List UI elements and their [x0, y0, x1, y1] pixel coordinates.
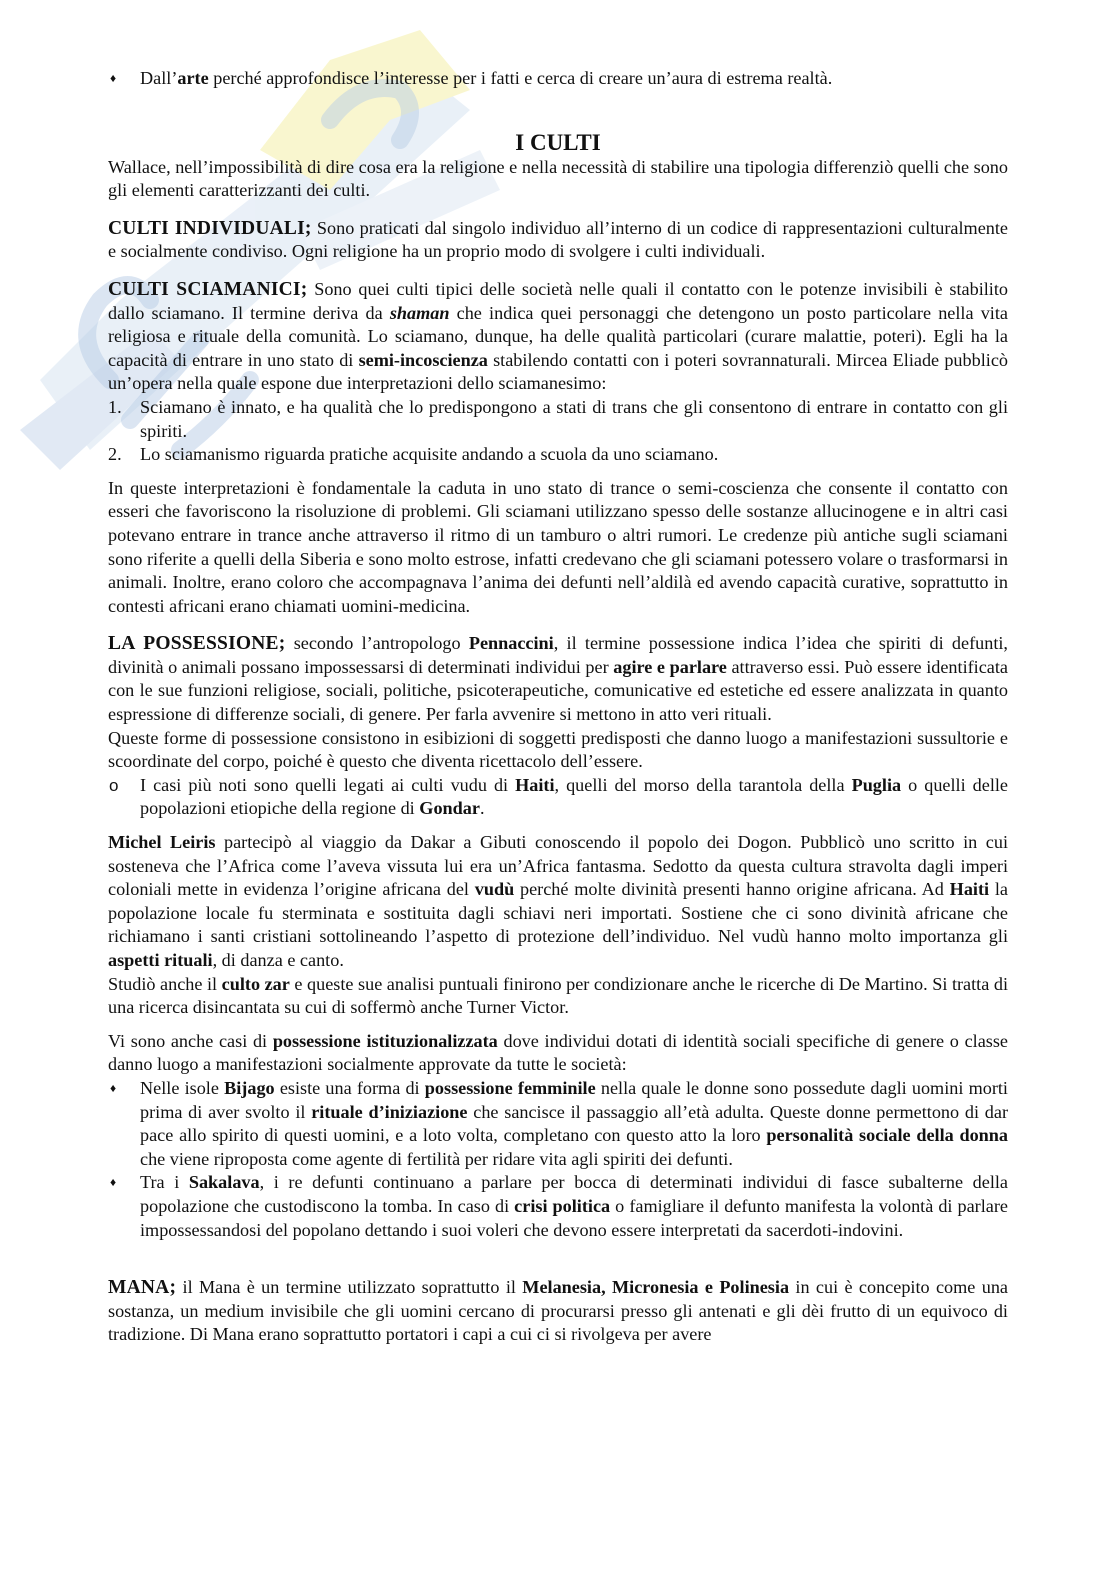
text-run: attraverso essi. Può essere identificata con le sue funzioni religiose, sociali, politiche, psicoterapeutiche, comunicative ed estetiche ed essere analizzata in quanto espressione di differenze sociali, di genere. Per farla avvenire si mettono in atto veri rituali. — [108, 656, 1008, 725]
text-run: o quelli delle popolazioni etiopiche della regione di — [140, 774, 1008, 819]
paragraph — [108, 156, 1008, 203]
bullet-list-item — [108, 67, 1008, 91]
text-run: partecipò al viaggio da Dakar a Gibuti conoscendo il popolo dei Dogon. Pubblicò uno scritto in cui sosteneva che l’Africa come l’aveva vissuta lui era un’Africa fantasma. Sedotto da questa cultura stravolta dagli imperi coloniali mette in evidenza l’origine africana del — [108, 832, 1008, 900]
text-run: secondo l’antropologo — [285, 633, 469, 654]
paragraph — [108, 1030, 1008, 1077]
text-run: nella quale le donne sono possedute dagli uomini morti prima di aver svolto il — [140, 1077, 1008, 1122]
bullet-circle-icon: o — [109, 775, 119, 795]
emphasis-text: Sakalava — [188, 1172, 260, 1193]
text-run: . — [479, 798, 485, 819]
bullet-diamond-icon: ♦ — [110, 71, 117, 85]
section-heading: I CULTI — [515, 129, 601, 155]
text-run: stabilendo contatti con i poteri sovrannaturali. Mircea Eliade pubblicò un’opera nella quale espone due interpretazioni dello sciamanesimo: — [108, 349, 1008, 394]
bullet-diamond-icon: ♦ — [110, 1175, 117, 1190]
text-run: , quelli del morso della tarantola della — [554, 774, 852, 795]
emphasis-text: Pennaccini — [468, 633, 554, 654]
paragraph — [108, 727, 1008, 774]
paragraph — [108, 1276, 1008, 1347]
text-run: In queste interpretazioni è fondamentale la caduta in uno stato di trance o semi-coscienza che consente il contatto con esseri che favoriscono la risoluzione di problemi. Gli sciamani utilizzano spesso delle sostanze allucinogene e in altri casi potevano entrare in trance anche attraverso il ritmo di un tamburo o altri rumori. Le credenze più antiche sugli sciamani sono riferite a quelli della Siberia e sono molto estrose, infatti credevano che gli sciamani potessero volare o trasformarsi in animali. Inoltre, erano coloro che accompagnava l’anima dei defunti nell’aldilà ed avendo capacità curative, soprattutto in contesti africani erano chiamati uomini-medicina. — [108, 477, 1008, 616]
text-run: Queste forme di possessione consistono in esibizioni di soggetti predisposti che danno luogo a manifestazioni sussultorie e scoordinate del corpo, poiché è questo che diventa ricettacolo dell’essere. — [108, 727, 1008, 772]
text-run: Wallace, nell’impossibilità di dire cosa era la religione e nella necessità di stabilire una tipologia differenziò quelli che sono gli elementi caratterizzanti dei culti. — [108, 156, 1008, 201]
section-title: CULTI INDIVIDUALI; — [108, 217, 312, 239]
text-run: esiste una forma di — [274, 1077, 425, 1098]
emphasis-text: Melanesia, Micronesia e Polinesia — [522, 1277, 790, 1298]
text-run: Dall’ — [140, 68, 178, 88]
emphasis-text: Gondar — [419, 798, 480, 819]
text-run: o famigliare il defunto manifesta la volontà di parlare impossessandosi del popolano dettando i suoi voleri che devono essere interpretati da sacerdoti-indovini. — [140, 1195, 1008, 1240]
text-run: il Mana è un termine utilizzato soprattutto il — [176, 1277, 523, 1298]
bullet-list-item — [108, 1077, 1008, 1171]
text-run: , i re defunti continuano a parlare per bocca di determinati individui di fasce subalterne della popolazione che custodiscono la tomba. In caso di — [140, 1172, 1008, 1216]
text-run: Tra i — [140, 1172, 189, 1193]
numbered-list-item — [108, 396, 1008, 443]
text-run: dove individui dotati di identità sociali specifiche di genere o classe danno luogo a manifestazioni socialmente approvate da tutte le società: — [108, 1030, 1009, 1075]
emphasis-text: possessione istituzionalizzata — [272, 1030, 498, 1051]
list-item-text — [140, 444, 718, 464]
text-run: Sono praticati dal singolo individuo all’interno di un codice di rappresentazioni culturalmente e socialmente condiviso. Ogni religione ha un proprio modo di svolgere i culti individuali. — [108, 217, 1008, 262]
text-run: Studiò anche il — [108, 973, 222, 994]
emphasis-text: aspetti rituali — [108, 950, 213, 970]
text-run: Lo sciamanismo riguarda pratiche acquisite andando a scuola da uno sciamano. — [140, 444, 719, 465]
emphasis-text: rituale d’iniziazione — [311, 1101, 468, 1122]
text-run: la popolazione locale fu sterminata e sostituita dagli schiavi neri importati. Sostiene che ci sono divinità africane che richiamano i santi cristiani sottolineando l’aspetto di protezione dell’individuo. Nel vudù hanno molto importanza gli — [108, 879, 1008, 947]
list-number: 1. — [108, 396, 122, 417]
paragraph — [108, 632, 1008, 726]
list-item-text — [140, 397, 1008, 441]
bullet-list-item — [108, 774, 1008, 821]
emphasis-text: agire e parlare — [613, 656, 727, 677]
emphasis-text: crisi politica — [514, 1195, 611, 1216]
bullet-diamond-icon: ♦ — [110, 1080, 117, 1095]
paragraph — [108, 217, 1008, 264]
text-run: Vi sono anche casi di — [108, 1030, 273, 1051]
text-run: che viene riproposta come agente di fertilità per ridare vita agli spiriti dei defunti. — [140, 1148, 733, 1169]
list-number: 2. — [108, 444, 122, 465]
paragraph — [108, 278, 1008, 396]
document-body — [108, 67, 1008, 1347]
text-run: , di danza e canto. — [212, 950, 344, 970]
emphasis-text: vudù — [474, 879, 515, 900]
emphasis-text: Puglia — [851, 774, 902, 795]
list-item-text — [140, 1172, 1008, 1239]
paragraph — [108, 973, 1008, 1020]
emphasis-text: Haiti — [949, 879, 990, 900]
text-run: che sancisce il passaggio all’età adulta. Queste donne permettono di dar pace allo spirito di questi uomini, e a loto volta, completano con questo atto la loro — [140, 1101, 1008, 1146]
list-item-text — [140, 68, 832, 88]
text-run: , il termine possessione indica l’idea che spiriti di defunti, divinità o animali possano impossessarsi di determinati individui per — [108, 633, 1008, 677]
emphasis-text: culto zar — [221, 973, 290, 994]
emphasis-text: Haiti — [515, 774, 555, 795]
text-run: I casi più noti sono quelli legati ai culti vudu di — [140, 774, 516, 795]
list-item-text — [140, 1078, 1008, 1169]
numbered-list-item — [108, 443, 1008, 467]
section-title: MANA; — [108, 1277, 177, 1299]
text-run: Nelle isole — [140, 1077, 225, 1098]
emphasis-text: personalità sociale della donna — [766, 1125, 1008, 1146]
emphasis-text: Bijago — [224, 1077, 275, 1098]
list-item-text — [140, 775, 1008, 819]
text-run: e queste sue analisi puntuali finirono per condizionare anche le ricerche di De Martino. Si tratta di una ricerca disincantata su cui di soffermò anche Turner Victor. — [108, 973, 1008, 1018]
text-run: perché approfondisce l’interesse per i fatti e cerca di creare un’aura di estrema realtà. — [208, 68, 833, 88]
emphasis-text: Michel Leiris — [108, 832, 216, 853]
text-run: in cui è concepito come una sostanza, un medium invisibile che gli uomini cercano di procurarsi presso gli antenati e gli dèi frutto di un equivoco di tradizione. Di Mana erano soprattutto portatori i capi a cui ci si rivolgeva per avere — [108, 1277, 1008, 1345]
emphasis-text: shaman — [389, 302, 450, 323]
text-run: Sono quei culti tipici delle società nelle quali il contatto con le potenze invisibili è stabilito dallo sciamano. Il termine deriva da — [108, 278, 1009, 323]
emphasis-text: semi-incoscienza — [358, 349, 488, 370]
text-run: Sciamano è innato, e ha qualità che lo predispongono a stati di trans che gli consentono di entrare in contatto con gli spiriti. — [140, 396, 1008, 441]
text-run: che indica quei personaggi che detengono un posto particolare nella vita religiosa e rituale della comunità. Lo sciamano, dunque, ha delle qualità particolari (curare malattie, poteri). Egli ha la capacità di entrare in uno stato di — [108, 302, 1008, 370]
paragraph — [108, 831, 1008, 973]
bullet-list-item — [108, 1171, 1008, 1242]
emphasis-text: arte — [177, 68, 209, 88]
section-title: LA POSSESSIONE; — [108, 633, 286, 655]
section-title: CULTI SCIAMANICI; — [108, 278, 308, 300]
paragraph — [108, 477, 1008, 619]
text-run: perché molte divinità presenti hanno origine africana. Ad — [514, 879, 950, 900]
emphasis-text: possessione femminile — [424, 1077, 596, 1098]
